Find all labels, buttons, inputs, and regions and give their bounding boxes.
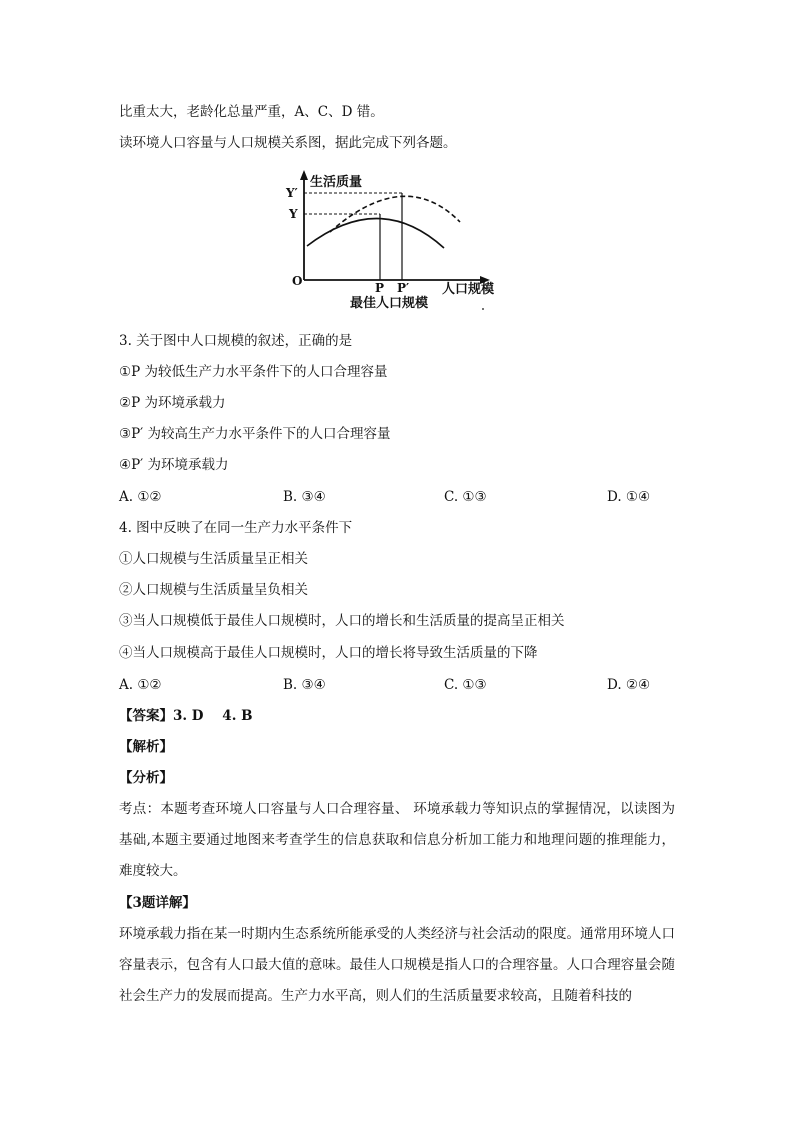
solid-quality-curve — [307, 218, 444, 248]
q3-detail-heading: 【3题详解】 — [119, 895, 196, 911]
answer-line: 【答案】3. D 4. B — [119, 708, 253, 724]
figure-caption: 最佳人口规模 — [350, 296, 429, 311]
stray-dot — [482, 308, 484, 310]
q3-statement-2: ②P 为环境承载力 — [119, 395, 226, 411]
kaodian-paragraph: 考点：本题考查环境人口容量与人口合理容量、 环境承载力等知识点的掌握情况，以读图为基础,本题主要通过地图来考查学生的信息获取和信息分析加工能力和地理问题的推理能力，难度较大。 — [119, 801, 675, 879]
q3-detail-paragraph: 环境承载力指在某一时期内生态系统所能承受的人类经济与社会活动的限度。通常用环境人口容量表示，包含有人口最大值的意味。最佳人口规模是指人口的合理容量。人口合理容量会随社会生产力的发展而提高。生产力水平高，则人们的生活质量要求较高，且随着科技的 — [119, 926, 675, 1004]
y-tick: Y — [289, 207, 298, 221]
q4-statement-1: ①人口规模与生活质量呈正相关 — [119, 551, 308, 567]
q4-stem: 4. 图中反映了在同一生产力水平条件下 — [119, 520, 353, 536]
q4-option-c: C. ①③ — [444, 677, 487, 693]
q3-option-b: B. ③④ — [283, 489, 326, 505]
q3-statement-3: ③P′ 为较高生产力水平条件下的人口合理容量 — [119, 426, 391, 442]
q3-option-a: A. ①② — [119, 489, 162, 505]
q3-statement-1: ①P 为较低生产力水平条件下的人口合理容量 — [119, 364, 388, 380]
origin-label: O — [292, 274, 303, 288]
p-tick: P — [375, 281, 385, 295]
fenxi-heading: 【分析】 — [119, 770, 173, 786]
q3-statement-4: ④P′ 为环境承载力 — [119, 457, 229, 473]
q4-statement-4: ④当人口规模高于最佳人口规模时，人口的增长将导致生活质量的下降 — [119, 645, 538, 661]
q4-statement-2: ②人口规模与生活质量呈负相关 — [119, 582, 308, 598]
q4-statement-3: ③当人口规模低于最佳人口规模时，人口的增长和生活质量的提高呈正相关 — [119, 613, 565, 629]
q4-option-a: A. ①② — [119, 677, 162, 693]
y-axis-label: 生活质量 — [310, 175, 363, 190]
p-prime-tick: P′ — [397, 281, 410, 295]
q3-stem: 3. 关于图中人口规模的叙述，正确的是 — [119, 333, 353, 349]
intro-line: 读环境人口容量与人口规模关系图，据此完成下列各题。 — [119, 135, 457, 151]
y-prime-tick: Y′ — [286, 186, 298, 200]
q3-option-d: D. ①④ — [607, 489, 651, 505]
q4-option-d: D. ②④ — [607, 677, 651, 693]
y-axis-arrow — [300, 170, 308, 180]
text-line-1: 比重太大，老龄化总量严重，A、C、D 错。 — [119, 104, 384, 120]
analysis-heading: 【解析】 — [119, 739, 173, 755]
q3-option-c: C. ①③ — [444, 489, 487, 505]
population-quality-figure — [280, 168, 510, 318]
x-axis-label: 人口规模 — [442, 282, 495, 297]
q4-option-b: B. ③④ — [283, 677, 326, 693]
